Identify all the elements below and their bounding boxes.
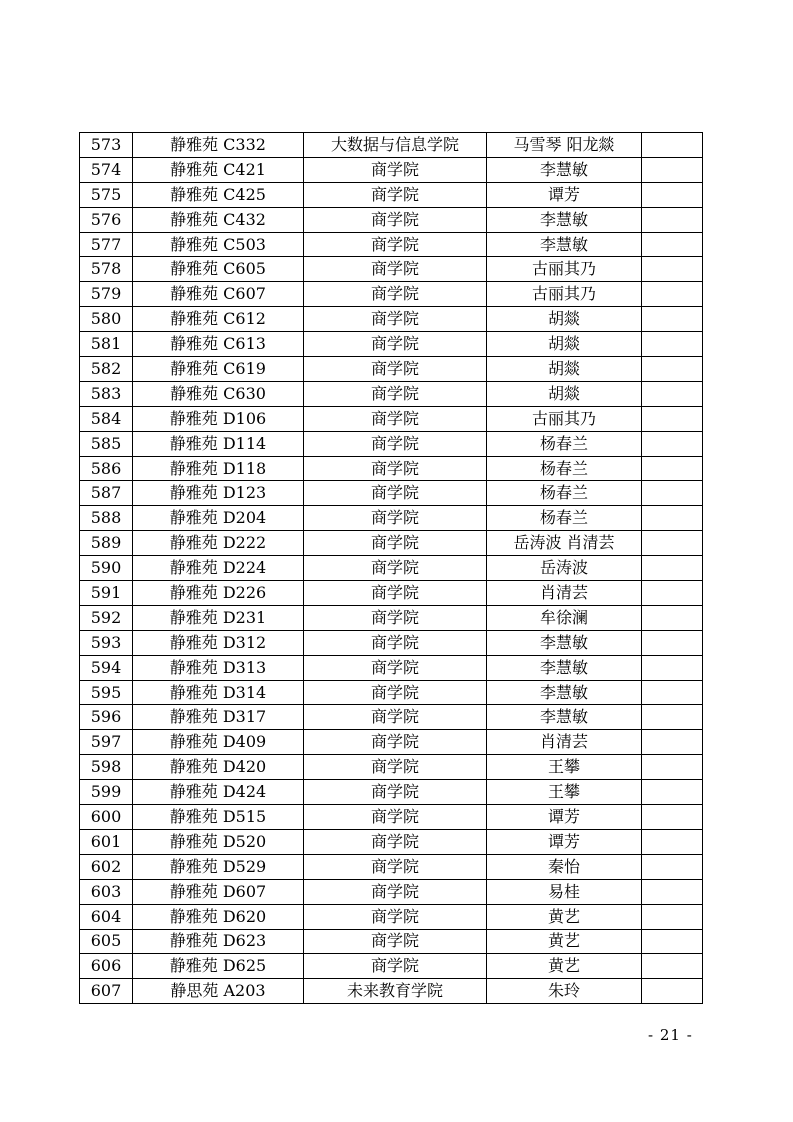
row-number-cell: 585 [80, 431, 133, 456]
room-cell: 静雅苑 D520 [133, 829, 304, 854]
remarks-cell [642, 282, 703, 307]
college-cell: 商学院 [304, 257, 487, 282]
college-cell: 商学院 [304, 805, 487, 830]
responsible-person-cell: 王攀 [487, 755, 642, 780]
remarks-cell [642, 133, 703, 158]
remarks-cell [642, 805, 703, 830]
college-cell: 商学院 [304, 207, 487, 232]
remarks-cell [642, 879, 703, 904]
table-row [80, 531, 703, 556]
responsible-person-cell: 王攀 [487, 780, 642, 805]
responsible-person-cell: 朱玲 [487, 979, 642, 1004]
table-row [80, 207, 703, 232]
responsible-person-cell: 岳涛波 [487, 556, 642, 581]
college-cell: 商学院 [304, 904, 487, 929]
row-number-cell: 573 [80, 133, 133, 158]
college-cell: 商学院 [304, 605, 487, 630]
college-cell: 商学院 [304, 307, 487, 332]
remarks-cell [642, 431, 703, 456]
table-row [80, 357, 703, 382]
responsible-person-cell: 黄艺 [487, 929, 642, 954]
table-row [80, 157, 703, 182]
responsible-person-cell: 李慧敏 [487, 232, 642, 257]
table-row [80, 506, 703, 531]
college-cell: 商学院 [304, 929, 487, 954]
remarks-cell [642, 232, 703, 257]
page-number: - 21 - [648, 1026, 693, 1044]
responsible-person-cell: 古丽其乃 [487, 406, 642, 431]
room-cell: 静雅苑 D123 [133, 481, 304, 506]
responsible-person-cell: 李慧敏 [487, 680, 642, 705]
row-number-cell: 604 [80, 904, 133, 929]
table-row [80, 879, 703, 904]
room-cell: 静雅苑 D313 [133, 655, 304, 680]
room-cell: 静雅苑 D224 [133, 556, 304, 581]
college-cell: 商学院 [304, 705, 487, 730]
table-row [80, 829, 703, 854]
room-cell: 静雅苑 C332 [133, 133, 304, 158]
table-row [80, 805, 703, 830]
room-cell: 静雅苑 D529 [133, 854, 304, 879]
remarks-cell [642, 929, 703, 954]
table-row [80, 133, 703, 158]
table-row [80, 904, 703, 929]
college-cell: 商学院 [304, 531, 487, 556]
remarks-cell [642, 157, 703, 182]
row-number-cell: 607 [80, 979, 133, 1004]
room-cell: 静雅苑 D231 [133, 605, 304, 630]
college-cell: 商学院 [304, 854, 487, 879]
remarks-cell [642, 406, 703, 431]
remarks-cell [642, 730, 703, 755]
room-cell: 静雅苑 C619 [133, 357, 304, 382]
remarks-cell [642, 381, 703, 406]
room-cell: 静雅苑 D317 [133, 705, 304, 730]
responsible-person-cell: 李慧敏 [487, 630, 642, 655]
room-cell: 静雅苑 D226 [133, 581, 304, 606]
row-number-cell: 584 [80, 406, 133, 431]
room-cell: 静雅苑 D204 [133, 506, 304, 531]
table-row [80, 929, 703, 954]
table-row [80, 655, 703, 680]
college-cell: 大数据与信息学院 [304, 133, 487, 158]
responsible-person-cell: 肖清芸 [487, 581, 642, 606]
college-cell: 商学院 [304, 954, 487, 979]
responsible-person-cell: 易桂 [487, 879, 642, 904]
row-number-cell: 581 [80, 332, 133, 357]
remarks-cell [642, 780, 703, 805]
room-cell: 静雅苑 D625 [133, 954, 304, 979]
responsible-person-cell: 杨春兰 [487, 506, 642, 531]
row-number-cell: 575 [80, 182, 133, 207]
college-cell: 商学院 [304, 680, 487, 705]
college-cell: 未来教育学院 [304, 979, 487, 1004]
responsible-person-cell: 古丽其乃 [487, 282, 642, 307]
room-cell: 静雅苑 C503 [133, 232, 304, 257]
responsible-person-cell: 胡燚 [487, 307, 642, 332]
responsible-person-cell: 牟徐澜 [487, 605, 642, 630]
responsible-person-cell: 岳涛波 肖清芸 [487, 531, 642, 556]
table-row [80, 182, 703, 207]
table-row [80, 630, 703, 655]
row-number-cell: 595 [80, 680, 133, 705]
row-number-cell: 589 [80, 531, 133, 556]
responsible-person-cell: 马雪琴 阳龙燚 [487, 133, 642, 158]
college-cell: 商学院 [304, 332, 487, 357]
row-number-cell: 577 [80, 232, 133, 257]
row-number-cell: 599 [80, 780, 133, 805]
table-row [80, 556, 703, 581]
room-cell: 静雅苑 D114 [133, 431, 304, 456]
row-number-cell: 596 [80, 705, 133, 730]
room-cell: 静雅苑 C630 [133, 381, 304, 406]
table-row [80, 481, 703, 506]
remarks-cell [642, 829, 703, 854]
table-row [80, 431, 703, 456]
room-cell: 静雅苑 C605 [133, 257, 304, 282]
row-number-cell: 593 [80, 630, 133, 655]
college-cell: 商学院 [304, 481, 487, 506]
row-number-cell: 583 [80, 381, 133, 406]
responsible-person-cell: 肖清芸 [487, 730, 642, 755]
college-cell: 商学院 [304, 655, 487, 680]
table-row [80, 257, 703, 282]
dormitory-assignment-table [79, 132, 703, 1004]
responsible-person-cell: 黄艺 [487, 904, 642, 929]
row-number-cell: 602 [80, 854, 133, 879]
college-cell: 商学院 [304, 182, 487, 207]
remarks-cell [642, 332, 703, 357]
table-row [80, 406, 703, 431]
table-row [80, 755, 703, 780]
row-number-cell: 590 [80, 556, 133, 581]
room-cell: 静雅苑 C607 [133, 282, 304, 307]
room-cell: 静雅苑 C613 [133, 332, 304, 357]
room-cell: 静雅苑 C425 [133, 182, 304, 207]
responsible-person-cell: 黄艺 [487, 954, 642, 979]
remarks-cell [642, 954, 703, 979]
table-row [80, 307, 703, 332]
responsible-person-cell: 李慧敏 [487, 655, 642, 680]
row-number-cell: 576 [80, 207, 133, 232]
college-cell: 商学院 [304, 556, 487, 581]
row-number-cell: 601 [80, 829, 133, 854]
remarks-cell [642, 506, 703, 531]
responsible-person-cell: 胡燚 [487, 332, 642, 357]
table-row [80, 730, 703, 755]
row-number-cell: 598 [80, 755, 133, 780]
table-row [80, 705, 703, 730]
remarks-cell [642, 307, 703, 332]
remarks-cell [642, 680, 703, 705]
remarks-cell [642, 531, 703, 556]
remarks-cell [642, 456, 703, 481]
responsible-person-cell: 胡燚 [487, 381, 642, 406]
room-cell: 静雅苑 D409 [133, 730, 304, 755]
college-cell: 商学院 [304, 406, 487, 431]
remarks-cell [642, 755, 703, 780]
college-cell: 商学院 [304, 357, 487, 382]
remarks-cell [642, 705, 703, 730]
responsible-person-cell: 谭芳 [487, 805, 642, 830]
table-row [80, 332, 703, 357]
row-number-cell: 588 [80, 506, 133, 531]
college-cell: 商学院 [304, 232, 487, 257]
college-cell: 商学院 [304, 381, 487, 406]
room-cell: 静雅苑 D420 [133, 755, 304, 780]
row-number-cell: 594 [80, 655, 133, 680]
room-cell: 静雅苑 C421 [133, 157, 304, 182]
college-cell: 商学院 [304, 282, 487, 307]
college-cell: 商学院 [304, 456, 487, 481]
table-row [80, 854, 703, 879]
remarks-cell [642, 207, 703, 232]
remarks-cell [642, 630, 703, 655]
remarks-cell [642, 605, 703, 630]
room-cell: 静思苑 A203 [133, 979, 304, 1004]
table-row [80, 232, 703, 257]
responsible-person-cell: 谭芳 [487, 182, 642, 207]
college-cell: 商学院 [304, 157, 487, 182]
table-row [80, 780, 703, 805]
room-cell: 静雅苑 D314 [133, 680, 304, 705]
room-cell: 静雅苑 D620 [133, 904, 304, 929]
room-cell: 静雅苑 D424 [133, 780, 304, 805]
row-number-cell: 605 [80, 929, 133, 954]
responsible-person-cell: 古丽其乃 [487, 257, 642, 282]
row-number-cell: 606 [80, 954, 133, 979]
remarks-cell [642, 979, 703, 1004]
room-cell: 静雅苑 D623 [133, 929, 304, 954]
room-cell: 静雅苑 D607 [133, 879, 304, 904]
table-body [80, 133, 703, 1004]
room-cell: 静雅苑 D312 [133, 630, 304, 655]
room-cell: 静雅苑 D118 [133, 456, 304, 481]
table-row [80, 282, 703, 307]
room-cell: 静雅苑 D515 [133, 805, 304, 830]
room-cell: 静雅苑 C432 [133, 207, 304, 232]
college-cell: 商学院 [304, 581, 487, 606]
table-row [80, 605, 703, 630]
remarks-cell [642, 556, 703, 581]
table-row [80, 456, 703, 481]
college-cell: 商学院 [304, 879, 487, 904]
row-number-cell: 578 [80, 257, 133, 282]
table-row [80, 954, 703, 979]
row-number-cell: 597 [80, 730, 133, 755]
row-number-cell: 592 [80, 605, 133, 630]
remarks-cell [642, 357, 703, 382]
row-number-cell: 591 [80, 581, 133, 606]
responsible-person-cell: 胡燚 [487, 357, 642, 382]
remarks-cell [642, 655, 703, 680]
table-row [80, 680, 703, 705]
college-cell: 商学院 [304, 431, 487, 456]
college-cell: 商学院 [304, 630, 487, 655]
college-cell: 商学院 [304, 730, 487, 755]
responsible-person-cell: 杨春兰 [487, 431, 642, 456]
remarks-cell [642, 481, 703, 506]
college-cell: 商学院 [304, 755, 487, 780]
table-row [80, 581, 703, 606]
row-number-cell: 600 [80, 805, 133, 830]
row-number-cell: 580 [80, 307, 133, 332]
responsible-person-cell: 杨春兰 [487, 456, 642, 481]
row-number-cell: 586 [80, 456, 133, 481]
college-cell: 商学院 [304, 780, 487, 805]
responsible-person-cell: 李慧敏 [487, 207, 642, 232]
remarks-cell [642, 257, 703, 282]
remarks-cell [642, 854, 703, 879]
responsible-person-cell: 谭芳 [487, 829, 642, 854]
responsible-person-cell: 秦怡 [487, 854, 642, 879]
row-number-cell: 574 [80, 157, 133, 182]
row-number-cell: 603 [80, 879, 133, 904]
responsible-person-cell: 李慧敏 [487, 157, 642, 182]
row-number-cell: 579 [80, 282, 133, 307]
remarks-cell [642, 581, 703, 606]
table-row [80, 381, 703, 406]
row-number-cell: 587 [80, 481, 133, 506]
room-cell: 静雅苑 D222 [133, 531, 304, 556]
college-cell: 商学院 [304, 829, 487, 854]
table-row [80, 979, 703, 1004]
college-cell: 商学院 [304, 506, 487, 531]
room-cell: 静雅苑 D106 [133, 406, 304, 431]
row-number-cell: 582 [80, 357, 133, 382]
responsible-person-cell: 李慧敏 [487, 705, 642, 730]
remarks-cell [642, 182, 703, 207]
room-cell: 静雅苑 C612 [133, 307, 304, 332]
responsible-person-cell: 杨春兰 [487, 481, 642, 506]
remarks-cell [642, 904, 703, 929]
